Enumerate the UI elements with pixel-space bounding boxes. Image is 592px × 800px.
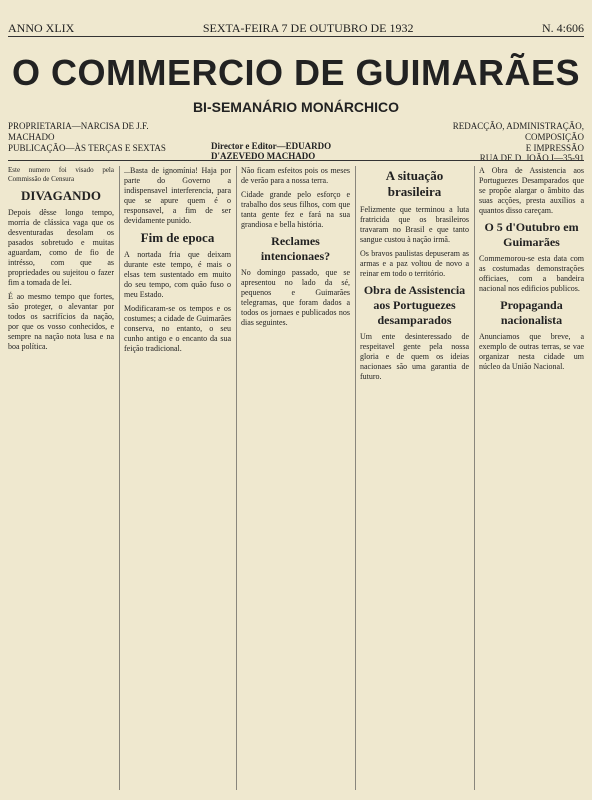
col2-paragraph-2: Modificaram-se os tempos e os costumes; a cidade de Guimarães conserva, no entanto, o seu cunho antigo e o encanto da sua feição tradicional. bbox=[124, 304, 231, 354]
redaction-line-3: RUA DE D. JOÃO I—35-91 bbox=[479, 153, 584, 164]
newspaper-subtitle: BI-SEMANÁRIO MONÁRCHICO bbox=[192, 99, 400, 115]
issue-number: N. 4:606 bbox=[542, 21, 584, 35]
propaganda-heading: Propaganda nacionalista bbox=[500, 298, 563, 327]
column-divider-2 bbox=[236, 166, 237, 790]
col2-intro: ...Basta de ignomínia! Haja por parte do Governo a indispensavel interferencia, para que se apure quem é o responsavel, a fim de ser devidamente punido. bbox=[124, 166, 231, 225]
masthead-center: Director e Editor—EDUARDO D'AZEVEDO MACHADO bbox=[211, 141, 332, 161]
column-5 bbox=[479, 166, 584, 790]
censor-notice: Este numero foi visado pela Commissão de Censura bbox=[8, 166, 114, 183]
col5-paragraph-1: A Obra de Assistencia aos Portuguezes Desamparados que se propõe alargar o âmbito das suas acções, presta auxílios a quantos disso careçam. bbox=[479, 166, 584, 215]
redaction-line-1: REDACÇÃO, ADMINISTRAÇÃO, COMPOSIÇÃO bbox=[452, 121, 584, 142]
header-line bbox=[8, 20, 584, 37]
situacao-brasileira-heading: A situação brasileira bbox=[385, 168, 444, 200]
column-1 bbox=[8, 166, 114, 790]
col1-paragraph-1: Depois dêsse longo tempo, morria de clássica vaga que os desventuradas desolam os pasados sobretudo e muitas aguardam, como de fio de intrésso, com que as propriedades ou sujeitou o fazer fim a tomada de lei. bbox=[8, 207, 114, 287]
newspaper-title: O COMMERCIO DE GUIMARÃES bbox=[11, 52, 580, 93]
col5-paragraph-3: Anunciamos que breve, a exemplo de outras terras, se vae organizar nesta cidade um núcleo da União Nacional. bbox=[479, 332, 584, 371]
masthead-left bbox=[8, 121, 188, 153]
divagando-heading: DIVAGANDO bbox=[21, 187, 101, 203]
column-divider-4 bbox=[474, 166, 475, 790]
column-3 bbox=[241, 166, 350, 790]
cinco-outubro-heading: O 5 d'Outubro em Guimarães bbox=[484, 220, 579, 249]
date-label: SEXTA-FEIRA 7 DE OUTUBRO DE 1932 bbox=[202, 21, 414, 35]
masthead-rule bbox=[8, 160, 584, 161]
redaction-line-2: E IMPRESSÃO bbox=[525, 142, 584, 153]
col3-paragraph-1: Não ficam esfeitos pois os meses de verão para a nossa terra. bbox=[241, 166, 350, 185]
fim-de-epoca-heading: Fim de epoca bbox=[140, 230, 215, 245]
column-4 bbox=[360, 166, 469, 790]
column-2 bbox=[124, 166, 231, 790]
col4-paragraph-2: Os bravos paulistas depuseram as armas e a paz voltou de novo a reinar em todo o território. bbox=[360, 248, 469, 278]
publication-line: PUBLICAÇÃO—ÀS TERÇAS E SEXTAS bbox=[8, 142, 166, 153]
owner-line: PROPRIETARIA—NARCISA DE J.F. MACHADO bbox=[8, 121, 149, 142]
masthead-right bbox=[394, 121, 584, 164]
col4-paragraph-3: Um ente desinteressado de respeitavel gente pela nossa gloria e de quem os ideias nacionaes são uma garantia de futuro. bbox=[360, 331, 469, 381]
obra-assistencia-heading: Obra de Assistencia aos Portuguezes desamparados bbox=[363, 282, 466, 327]
year-label: ANNO XLIX bbox=[8, 21, 75, 35]
reclames-heading: Reclames intencionaes? bbox=[260, 234, 331, 263]
col4-paragraph-1: Felizmente que terminou a luta fratricida que os brasileiros travaram no Brasil e que tanto sangue custou à nação irmã. bbox=[360, 204, 469, 244]
col5-paragraph-2: Commemorou-se esta data com as costumadas demonstrações officiaes, com a bandeira nacional nos edificios publicos. bbox=[479, 254, 584, 293]
column-divider-1 bbox=[119, 166, 120, 790]
col3-paragraph-2: Cidade grande pelo esforço e trabalho dos seus filhos, com que tanta gente fez e fará na sua grandiosa e bella história. bbox=[241, 190, 350, 229]
col1-paragraph-2: É ao mesmo tempo que fortes, são proteger, o alevantar por todos os sacrifícios da nação, por que os vosso conhecidos, e sempre na nação nota lusa e na boa política. bbox=[8, 291, 114, 351]
col2-paragraph-1: A nortada fria que deixam durante este tempo, é mais o elsas tem sustentado em muito do seu tempo, com quão fuso o meu Estado. bbox=[124, 250, 231, 300]
col3-paragraph-3: No domingo passado, que se apresentou no lado da sé, pequenos e Guimarães telegramas, que foram dados a todos os jornaes e publicados nos dias seguintes. bbox=[241, 268, 350, 327]
column-divider-3 bbox=[355, 166, 356, 790]
